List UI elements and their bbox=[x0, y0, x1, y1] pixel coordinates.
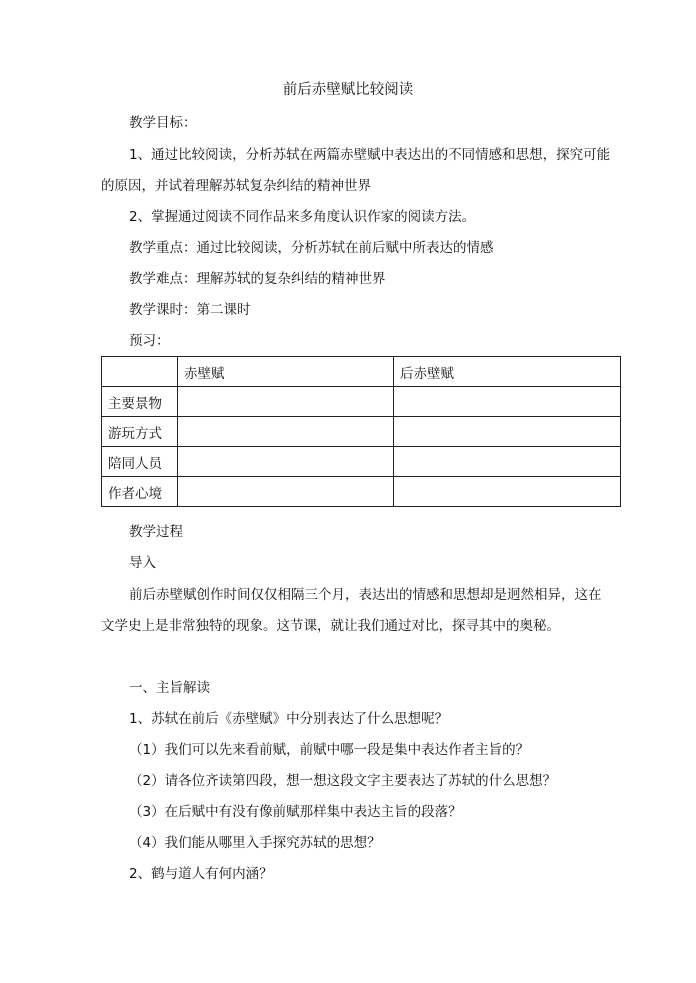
key-point: 教学重点：通过比较阅读，分析苏轼在前后赋中所表达的情感 bbox=[129, 240, 494, 256]
sub-question-1: （1）我们可以先来看前赋，前赋中哪一段是集中表达作者主旨的？ bbox=[129, 742, 530, 758]
page-title: 前后赤壁赋比较阅读 bbox=[282, 82, 414, 98]
intro-line1: 前后赤壁赋创作时间仅仅相隔三个月，表达出的情感和思想却是迥然相异，这在 bbox=[129, 587, 602, 603]
row-label: 陪同人员 bbox=[102, 447, 178, 477]
table-cell[interactable] bbox=[178, 477, 394, 507]
row-label: 主要景物 bbox=[102, 387, 178, 417]
process-heading: 教学过程 bbox=[129, 524, 183, 540]
question-2: 2、鹤与道人有何内涵？ bbox=[129, 866, 273, 882]
table-row bbox=[102, 387, 621, 417]
table-cell[interactable] bbox=[394, 387, 621, 417]
table-header-row bbox=[102, 357, 621, 387]
table-header-chibifu: 赤壁赋 bbox=[178, 357, 394, 387]
difficulty: 教学难点：理解苏轼的复杂纠结的精神世界 bbox=[129, 271, 386, 287]
table-row bbox=[102, 417, 621, 447]
objectives-heading: 教学目标： bbox=[129, 115, 197, 131]
row-label: 游玩方式 bbox=[102, 417, 178, 447]
intro-line2: 文学史上是非常独特的现象。这节课，就让我们通过对比，探寻其中的奥秘。 bbox=[101, 618, 560, 634]
question-1: 1、苏轼在前后《赤壁赋》中分别表达了什么思想呢？ bbox=[129, 711, 449, 727]
table-cell[interactable] bbox=[394, 417, 621, 447]
table-cell[interactable] bbox=[394, 477, 621, 507]
table-cell[interactable] bbox=[178, 447, 394, 477]
objective-1-line2: 的原因，并试着理解苏轼复杂纠结的精神世界 bbox=[101, 178, 371, 194]
objective-2: 2、掌握通过阅读不同作品来多角度认识作家的阅读方法。 bbox=[129, 209, 476, 225]
sub-question-4: （4）我们能从哪里入手探究苏轼的思想？ bbox=[129, 835, 381, 851]
sub-question-3: （3）在后赋中有没有像前赋那样集中表达主旨的段落？ bbox=[129, 804, 462, 820]
preview-table bbox=[101, 356, 621, 507]
sub-question-2: （2）请各位齐读第四段，想一想这段文字主要表达了苏轼的什么思想？ bbox=[129, 773, 557, 789]
class-hours: 教学课时：第二课时 bbox=[129, 302, 251, 318]
table-cell[interactable] bbox=[394, 447, 621, 477]
preview-label: 预习： bbox=[129, 333, 170, 349]
table-header-houchibifu: 后赤壁赋 bbox=[394, 357, 621, 387]
objective-1-line1: 1、通过比较阅读，分析苏轼在两篇赤壁赋中表达出的不同情感和思想，探究可能 bbox=[129, 147, 611, 163]
table-cell[interactable] bbox=[178, 387, 394, 417]
section-1-heading: 一、主旨解读 bbox=[129, 680, 210, 696]
intro-heading: 导入 bbox=[129, 555, 156, 571]
table-cell bbox=[102, 357, 178, 387]
table-row bbox=[102, 447, 621, 477]
row-label: 作者心境 bbox=[102, 477, 178, 507]
table-cell[interactable] bbox=[178, 417, 394, 447]
table-row bbox=[102, 477, 621, 507]
